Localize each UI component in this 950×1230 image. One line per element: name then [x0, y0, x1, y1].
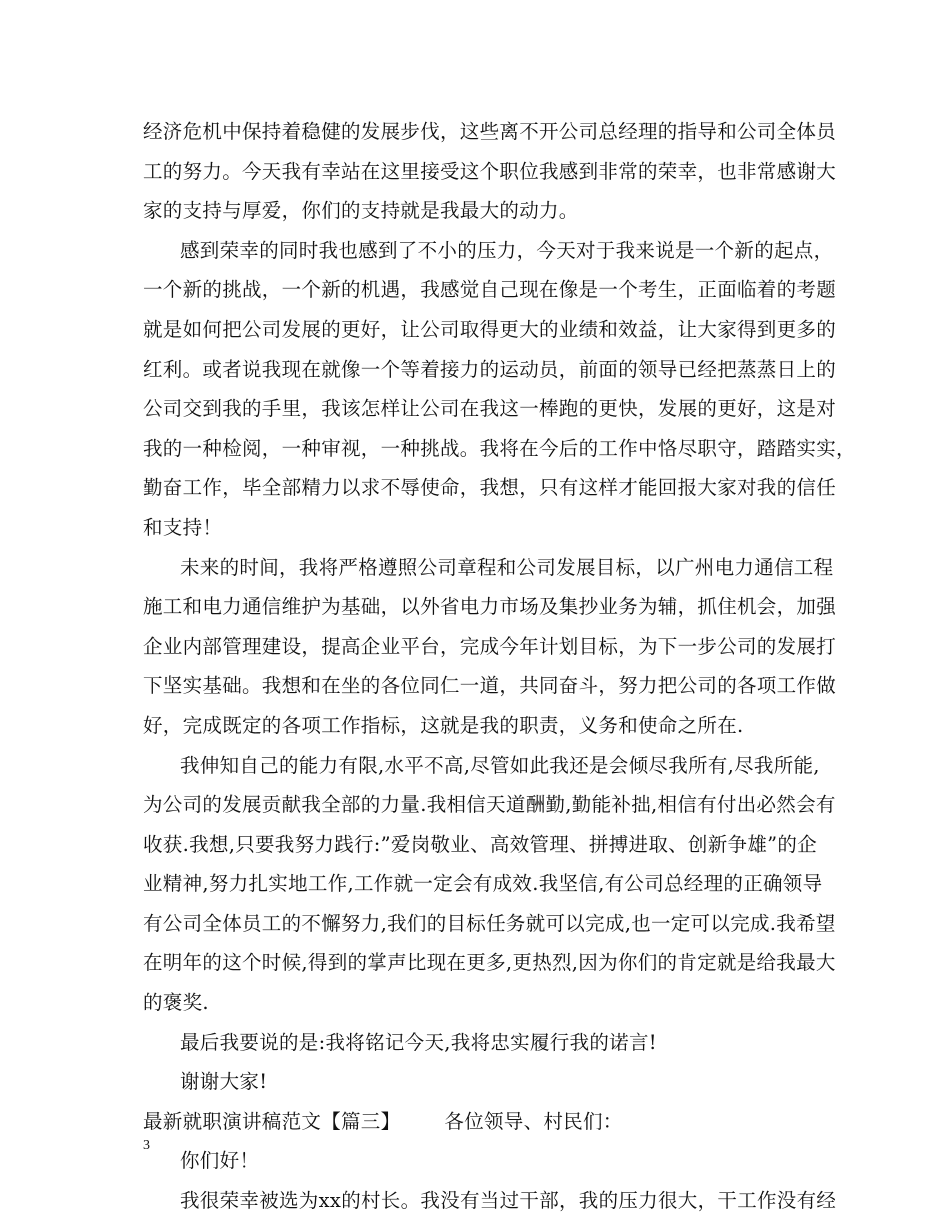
text-line: 下坚实基础。我想和在坐的各位同仁一道，共同奋斗，努力把公司的各项工作做	[143, 674, 837, 698]
text-line: 施工和电力通信维护为基础，以外省电力市场及集抄业务为辅，抓住机会，加强	[143, 595, 837, 619]
paragraph-start: 我很荣幸被选为xx的村长。我没有当过干部，我的压力很大，干工作没有经	[180, 1189, 837, 1213]
text-line: 我的一种检阅，一种审视，一种挑战。我将在今后的工作中恪尽职守，踏踏实实，	[143, 436, 856, 460]
paragraph-start: 我伸知自己的能力有限,水平不高,尽管如此我还是会倾尽我所有,尽我所能,	[180, 753, 820, 777]
text-line: 收获.我想,只要我努力践行:”爱岗敬业、高效管理、拼搏进取、创新争雄”的企	[143, 832, 818, 856]
text-line: 为公司的发展贡献我全部的力量.我相信天道酬勤,勤能补拙,相信有付出必然会有	[143, 793, 836, 817]
paragraph-start: 感到荣幸的同时我也感到了不小的压力，今天对于我来说是一个新的起点，	[180, 238, 834, 262]
text-line: 在明年的这个时候,得到的掌声比现在更多,更热烈,因为你们的肯定就是给我最大	[143, 951, 836, 975]
text-line: 红利。或者说我现在就像一个等着接力的运动员，前面的领导已经把蒸蒸日上的	[143, 357, 837, 381]
text-line: 好，完成既定的各项工作指标，这就是我的职责，义务和使命之所在.	[143, 713, 744, 737]
paragraph-start: 未来的时间，我将严格遵照公司章程和公司发展目标，以广州电力通信工程	[180, 555, 834, 579]
text-line: 经济危机中保持着稳健的发展步伐，这些离不开公司总经理的指导和公司全体员	[143, 120, 837, 143]
page-number: 3	[143, 1138, 150, 1153]
text-line: 工的努力。今天我有幸站在这里接受这个职位我感到非常的荣幸，也非常感谢大	[143, 159, 837, 183]
text-line: 有公司全体员工的不懈努力,我们的目标任务就可以完成,也一定可以完成.我希望	[143, 911, 836, 935]
text-line: 一个新的挑战，一个新的机遇，我感觉自己现在像是一个考生，正面临着的考题	[143, 278, 837, 302]
greeting: 你们好！	[180, 1149, 260, 1173]
text-line: 的褒奖.	[143, 991, 209, 1015]
text-line: 和支持！	[143, 515, 223, 539]
section-heading-line	[143, 1102, 813, 1142]
text-line: 就是如何把公司发展的更好，让公司取得更大的业绩和效益，让大家得到更多的	[143, 317, 837, 341]
section-heading: 最新就职演讲稿范文【篇三】	[143, 1109, 401, 1133]
text-line: 企业内部管理建设，提高企业平台，完成今年计划目标，为下一步公司的发展打	[143, 634, 837, 658]
salutation: 各位领导、村民们：	[444, 1109, 623, 1133]
text-line: 勤奋工作，毕全部精力以求不辱使命，我想，只有这样才能回报大家对我的信任	[143, 476, 837, 500]
text-line: 家的支持与厚爱，你们的支持就是我最大的动力。	[143, 199, 579, 223]
paragraph-start: 最后我要说的是:我将铭记今天,我将忠实履行我的诺言!	[180, 1030, 657, 1054]
text-line: 业精神,努力扎实地工作,工作就一定会有成效.我坚信,有公司总经理的正确领导	[143, 872, 823, 896]
text-line: 公司交到我的手里，我该怎样让公司在我这一棒跑的更快，发展的更好，这是对	[143, 397, 837, 421]
paragraph-start: 谢谢大家!	[180, 1070, 268, 1094]
document-body	[143, 112, 856, 1221]
